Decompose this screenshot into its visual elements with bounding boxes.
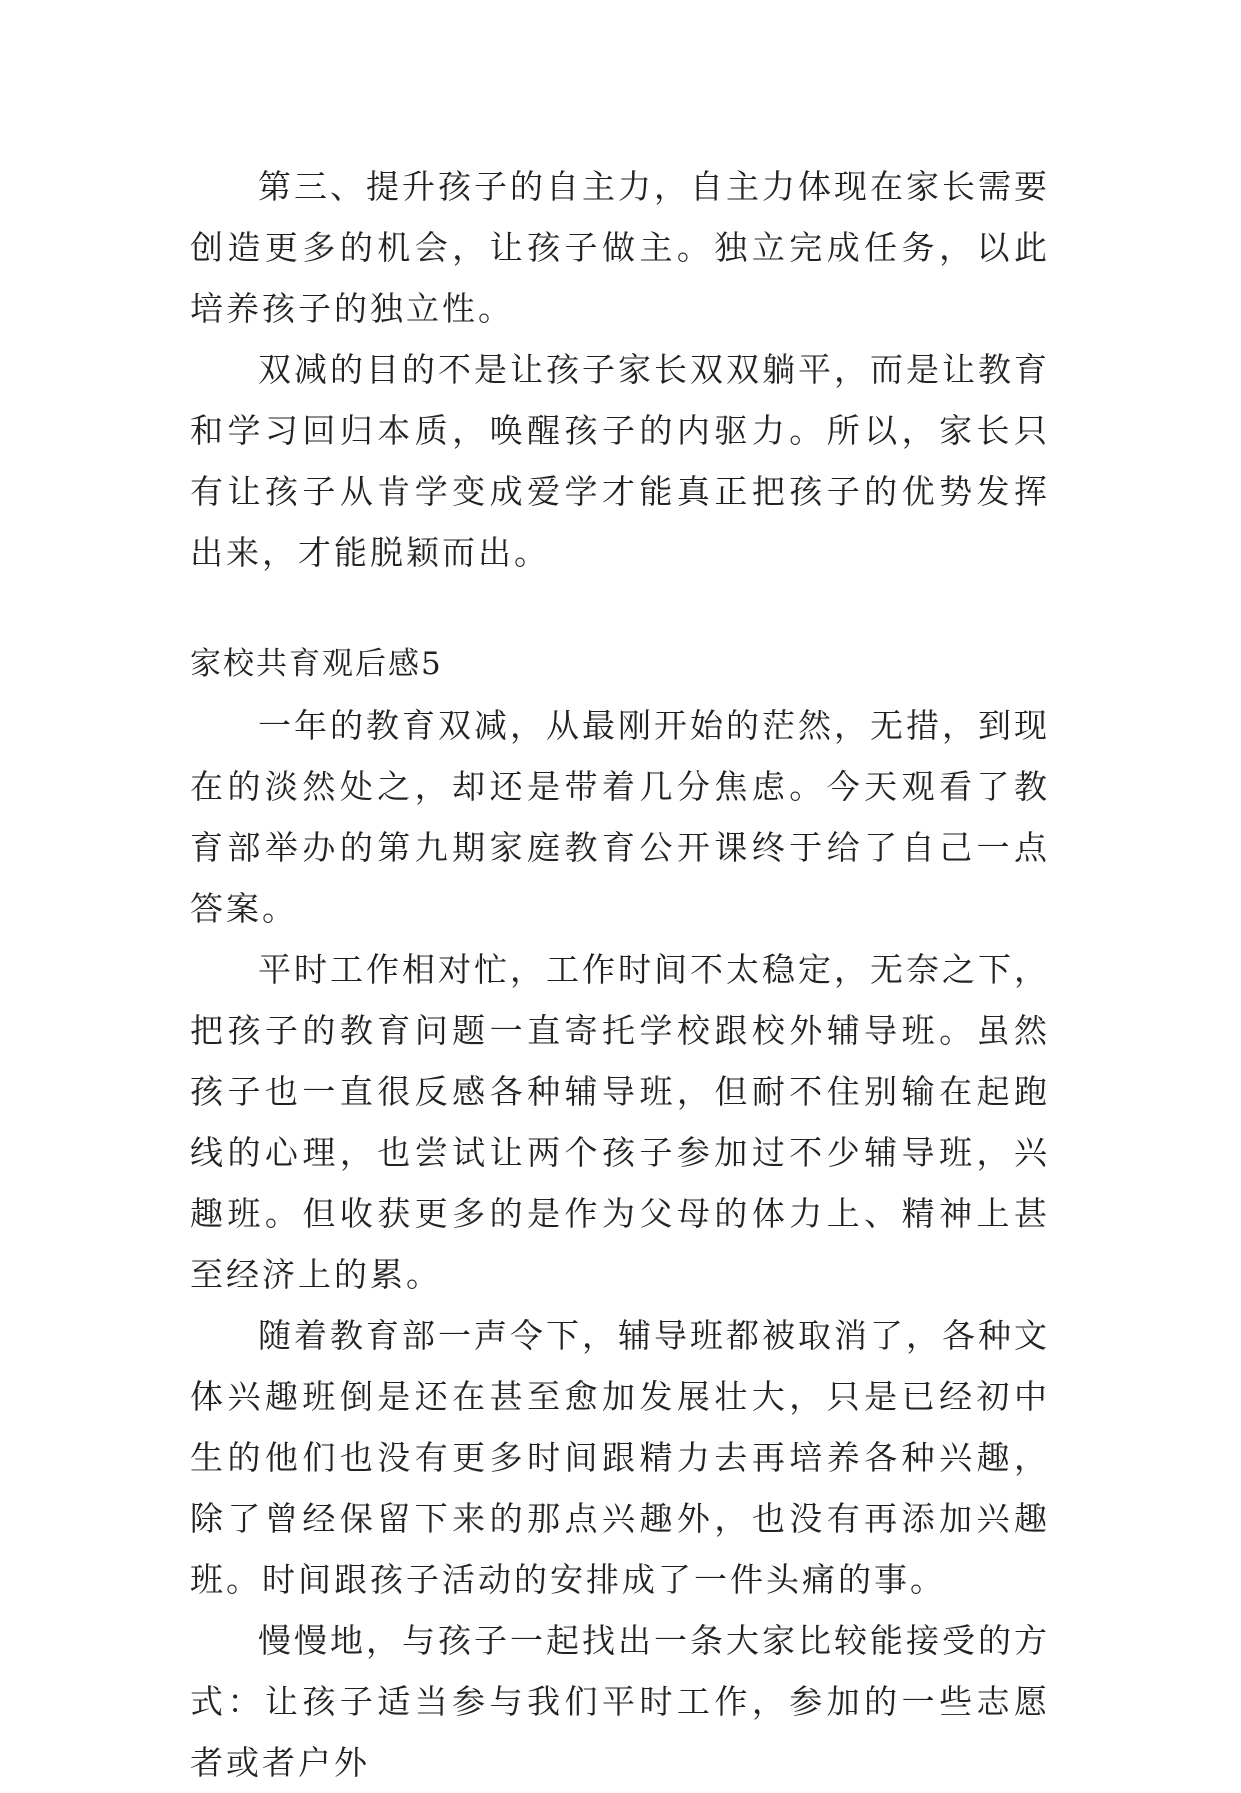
paragraph-one-year: 一年的教育双减，从最刚开始的茫然，无措，到现在的淡然处之，却还是带着几分焦虑。今天观看了教育部举办的第九期家庭教育公开课终于给了自己一点答案。: [190, 706, 1050, 928]
paragraph-autonomy: 第三、提升孩子的自主力，自主力体现在家长需要创造更多的机会，让孩子做主。独立完成任务，以此培养孩子的独立性。: [190, 167, 1050, 328]
paragraph-double-reduction-purpose: 双减的目的不是让孩子家长双双躺平，而是让教育和学习回归本质，唤醒孩子的内驱力。所以，家长只有让孩子从肯学变成爱学才能真正把孩子的优势发挥出来，才能脱颖而出。: [190, 350, 1050, 572]
section-heading: 家校共育观后感5: [190, 646, 443, 682]
document-body: [190, 156, 1050, 1793]
paragraph-ministry-order: 随着教育部一声令下，辅导班都被取消了，各种文体兴趣班倒是还在甚至愈加发展壮大，只是已经初中生的他们也没有更多时间跟精力去再培养各种兴趣，除了曾经保留下来的那点兴趣外，也没有再添加兴趣班。时间跟孩子活动的安排成了一件头痛的事。: [190, 1316, 1050, 1599]
paragraph-work-busy: 平时工作相对忙，工作时间不太稳定，无奈之下，把孩子的教育问题一直寄托学校跟校外辅导班。虽然孩子也一直很反感各种辅导班，但耐不住别输在起跑线的心理，也尝试让两个孩子参加过不少辅导班，兴趣班。但收获更多的是作为父母的体力上、精神上甚至经济上的累。: [190, 950, 1050, 1294]
paragraph-slowly: 慢慢地，与孩子一起找出一条大家比较能接受的方式：让孩子适当参与我们平时工作，参加的一些志愿者或者户外: [190, 1621, 1050, 1782]
